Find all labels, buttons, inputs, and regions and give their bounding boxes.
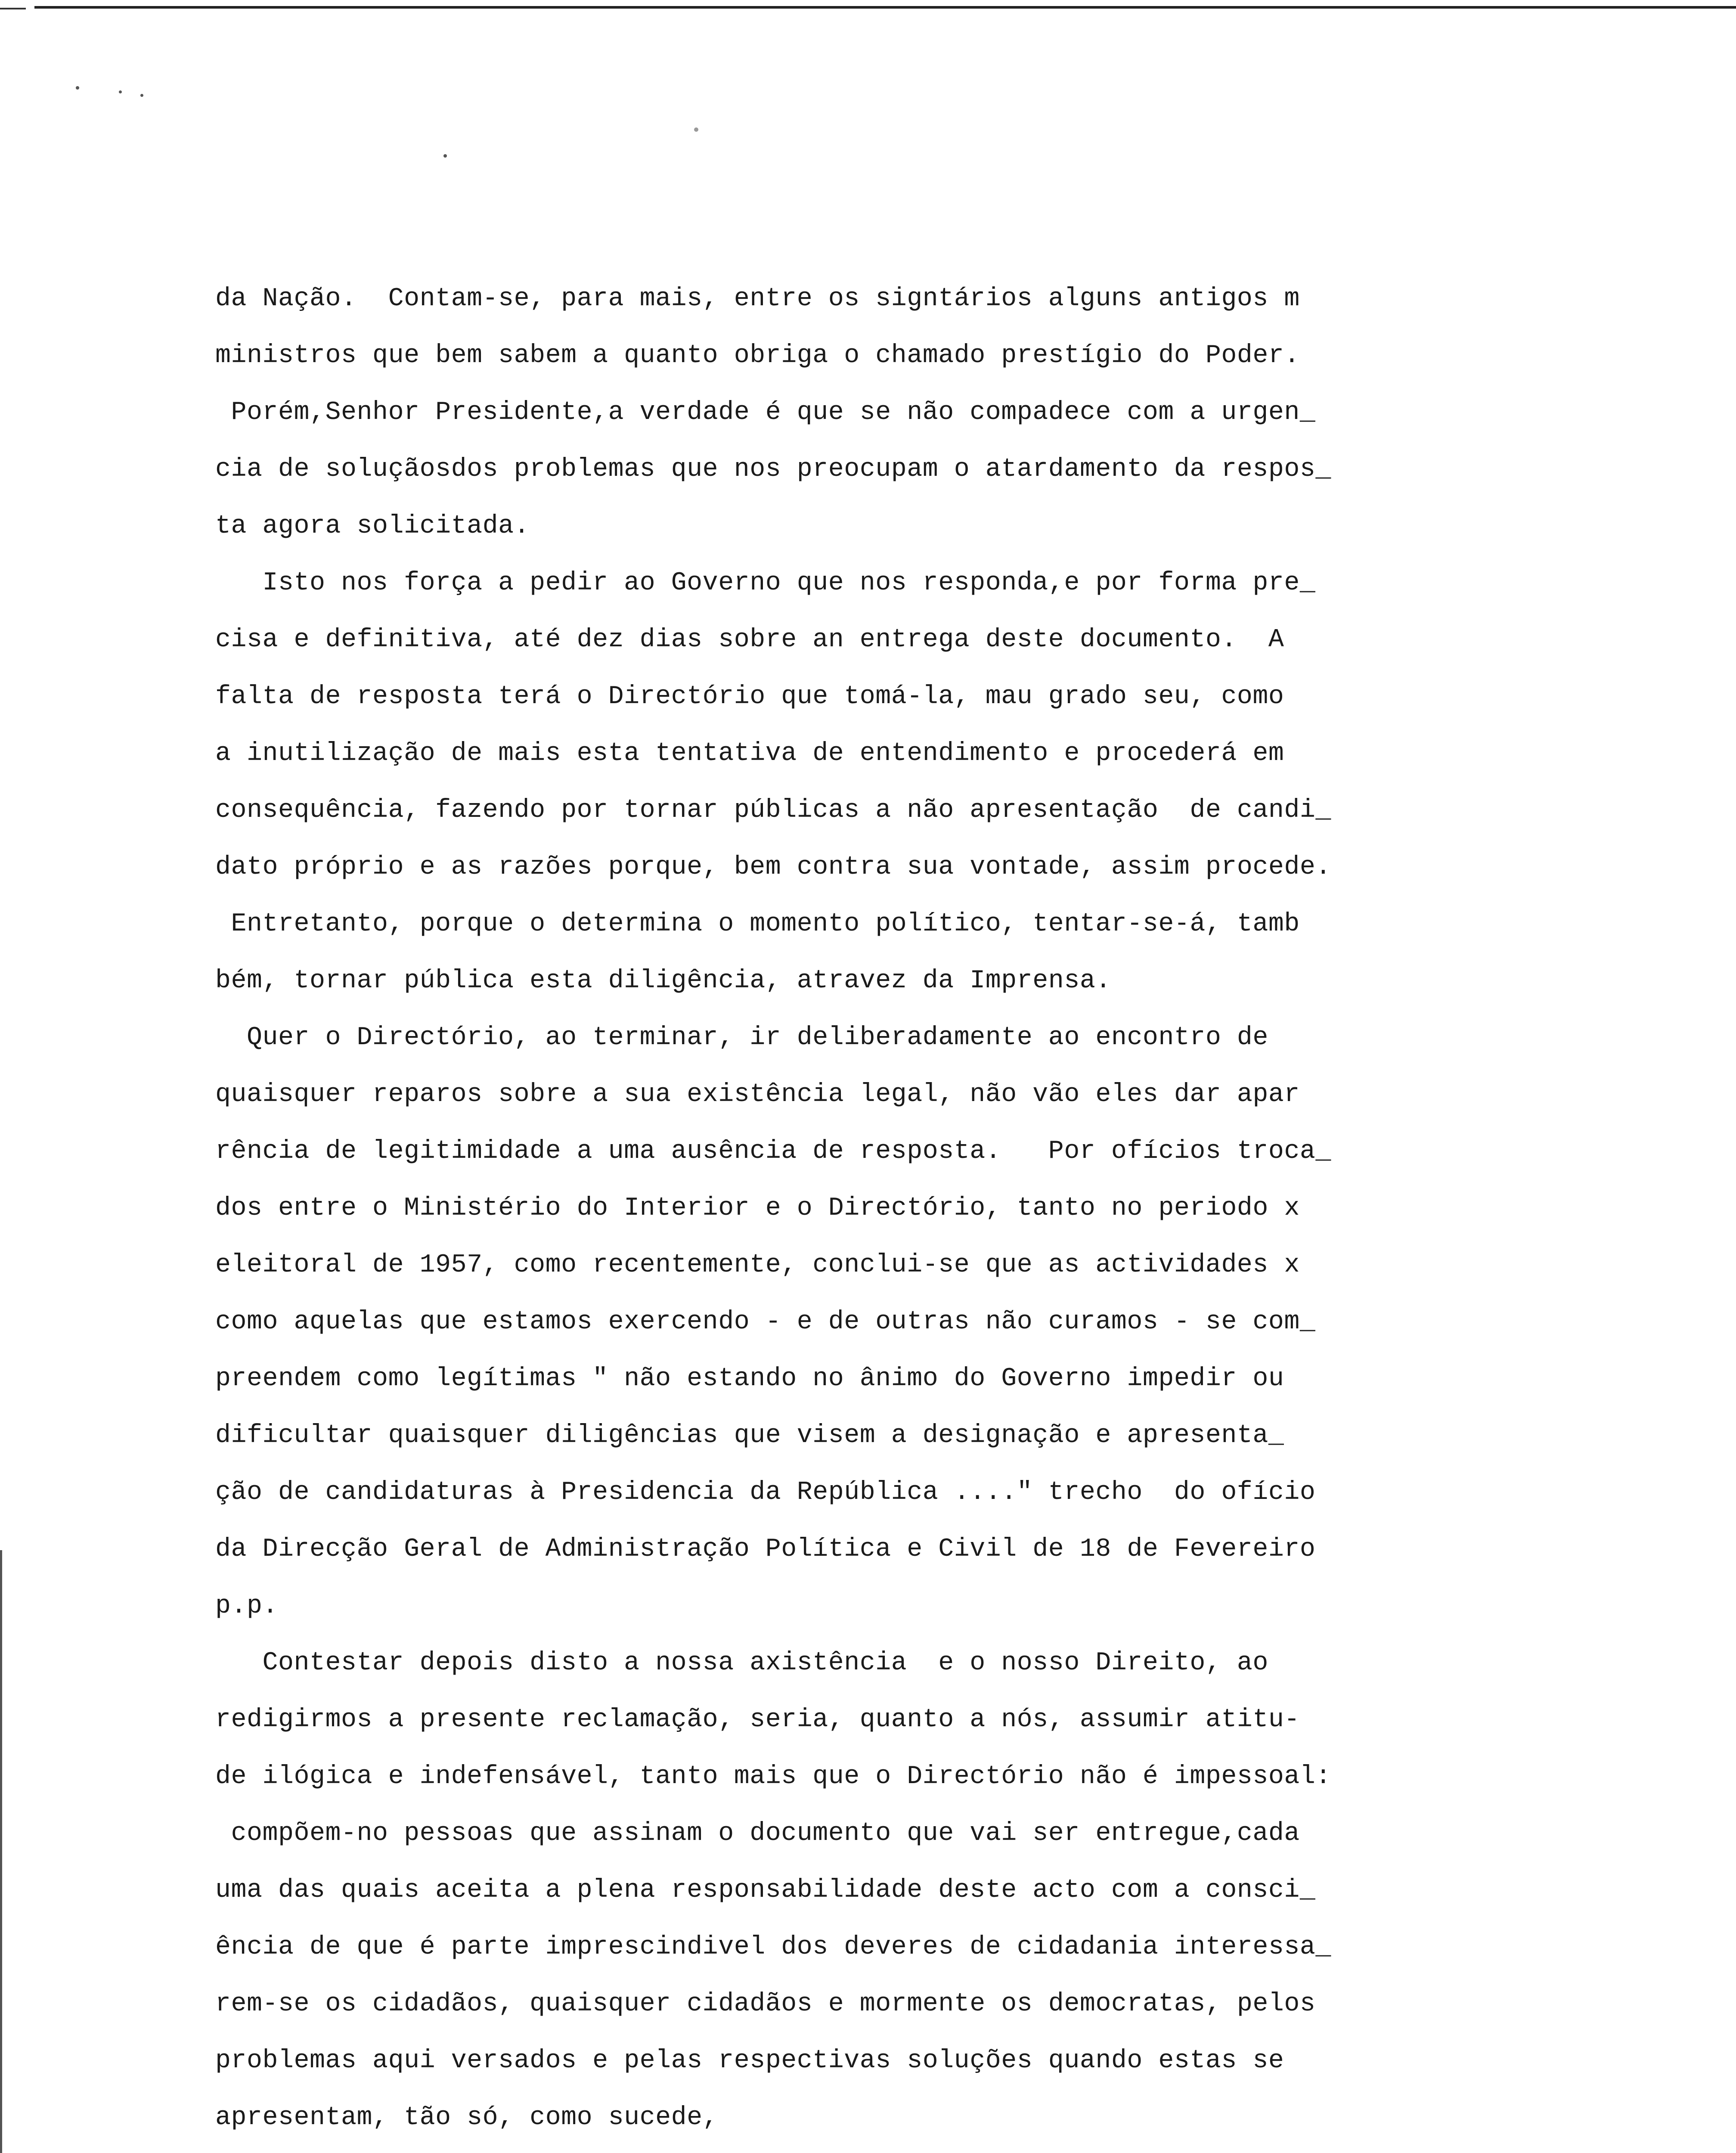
text-line: dificultar quaisquer diligências que visem a designação e apresenta_	[215, 1421, 1284, 1450]
speck	[76, 86, 79, 90]
text-line: bém, tornar pública esta diligência, atravez da Imprensa.	[215, 966, 1111, 996]
text-line: Quer o Directório, ao terminar, ir deliberadamente ao encontro de	[215, 1023, 1268, 1052]
text-line: Contestar depois disto a nossa axistência e o nosso Direito, ao	[215, 1648, 1268, 1678]
text-line: a inutilização de mais esta tentativa de entendimento e procederá em	[215, 739, 1284, 768]
text-line: rem-se os cidadãos, quaisquer cidadãos e mormente os democratas, pelos	[215, 1989, 1316, 2019]
text-line: apresentam, tão só, como sucede,	[215, 2103, 719, 2132]
text-line: ministros que bem sabem a quanto obriga o chamado prestígio do Poder.	[215, 341, 1300, 370]
body-text	[215, 270, 1464, 2146]
text-line: falta de resposta terá o Directório que tomá-la, mau grado seu, como	[215, 682, 1284, 711]
text-line: cia de soluçãosdos problemas que nos preocupam o atardamento da respos_	[215, 455, 1331, 484]
text-line: preendem como legítimas " não estando no ânimo do Governo impedir ou	[215, 1364, 1284, 1393]
text-line: dato próprio e as razões porque, bem contra sua vontade, assim procede.	[215, 853, 1331, 882]
text-line: problemas aqui versados e pelas respectivas soluções quando estas se	[215, 2046, 1284, 2075]
text-line: Isto nos força a pedir ao Governo que nos responda,e por forma pre_	[215, 568, 1316, 598]
text-line: como aquelas que estamos exercendo - e de outras não curamos - se com_	[215, 1307, 1316, 1337]
speck	[119, 90, 122, 93]
text-line: dos entre o Ministério do Interior e o Directório, tanto no periodo x	[215, 1194, 1300, 1223]
text-line: Porém,Senhor Presidente,a verdade é que se não compadece com a urgen_	[215, 398, 1316, 427]
top-rule	[34, 6, 1736, 9]
speck	[443, 154, 447, 158]
text-line: ção de candidaturas à Presidencia da República ...." trecho do ofício	[215, 1478, 1316, 1507]
text-line: p.p.	[215, 1591, 279, 1621]
text-line: cisa e definitiva, até dez dias sobre an entrega deste documento. A	[215, 625, 1284, 655]
left-edge-mark	[0, 1550, 2, 2153]
text-line: redigirmos a presente reclamação, seria, quanto a nós, assumir atitu-	[215, 1705, 1300, 1734]
text-line: ta agora solicitada.	[215, 512, 530, 541]
text-line: consequência, fazendo por tornar públicas a não apresentação de candi_	[215, 796, 1331, 825]
text-line: rência de legitimidade a uma ausência de resposta. Por ofícios troca_	[215, 1137, 1331, 1166]
text-line: ência de que é parte imprescindivel dos deveres de cidadania interessa_	[215, 1933, 1331, 1962]
top-left-rule	[0, 8, 26, 9]
text-line: da Direcção Geral de Administração Política e Civil de 18 de Fevereiro	[215, 1535, 1316, 1564]
text-line: de ilógica e indefensável, tanto mais que o Directório não é impessoal:	[215, 1762, 1331, 1791]
text-line: Entretanto, porque o determina o momento político, tentar-se-á, tamb	[215, 909, 1300, 939]
speck	[140, 94, 143, 97]
text-line: eleitoral de 1957, como recentemente, conclui-se que as actividades x	[215, 1250, 1300, 1280]
text-line: quaisquer reparos sobre a sua existência legal, não vão eles dar apar	[215, 1080, 1300, 1109]
text-line: da Nação. Contam-se, para mais, entre os signtários alguns antigos m	[215, 284, 1300, 313]
speck	[694, 127, 698, 132]
text-line: compõem-no pessoas que assinam o documento que vai ser entregue,cada	[215, 1819, 1300, 1848]
text-line: uma das quais aceita a plena responsabilidade deste acto com a consci_	[215, 1876, 1316, 1905]
